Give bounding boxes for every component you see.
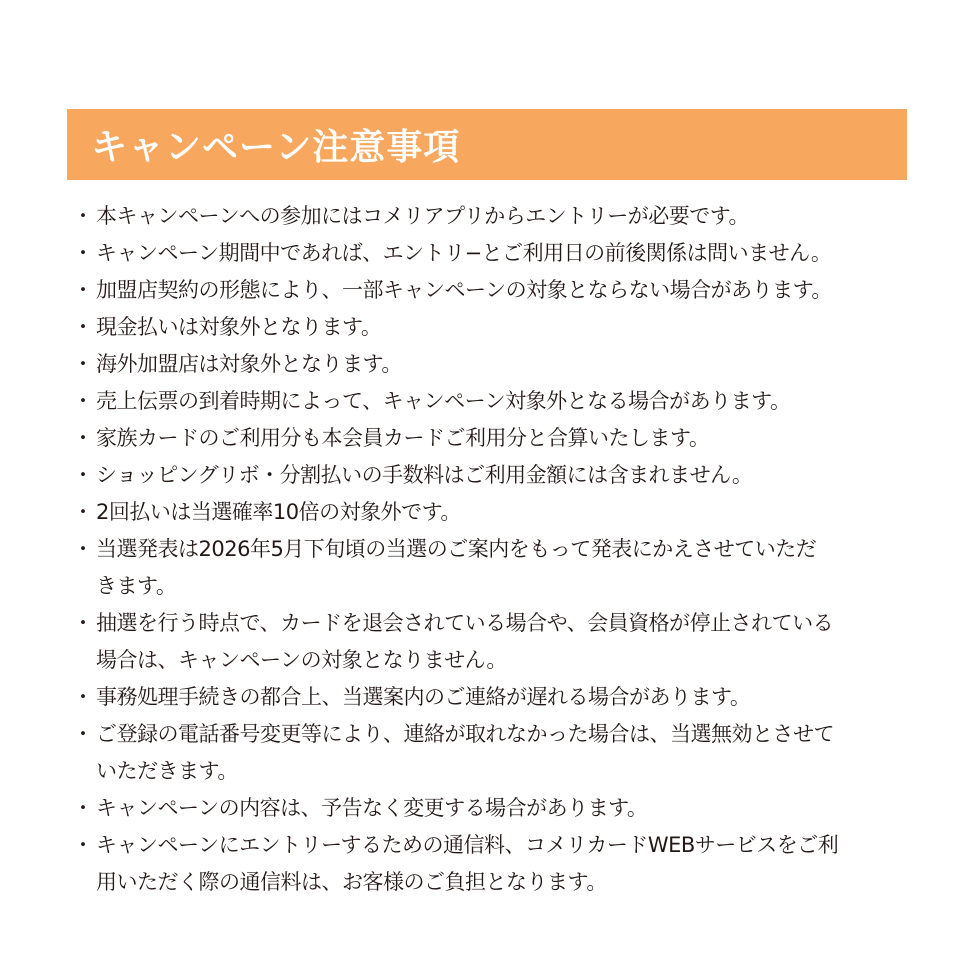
note-text: 2回払いは当選確率10倍の対象外です。 <box>96 500 461 524</box>
bullet: ・ <box>72 389 94 413</box>
note-text: 抽選を行う時点で、カードを退会されている場合や、会員資格が停止されている 場合は、キャンペーンの対象となりません。 <box>96 611 834 672</box>
bullet: ・ <box>72 315 94 339</box>
note-text: 事務処理手続きの都合上、当選案内のご連絡が遅れる場合があります。 <box>96 685 751 709</box>
list-item <box>70 235 920 272</box>
notes-list <box>70 198 920 901</box>
bullet: ・ <box>72 537 94 561</box>
note-text: ショッピングリボ・分割払いの手数料はご利用金額には含まれません。 <box>96 463 753 487</box>
list-item <box>70 716 920 790</box>
list-item <box>70 679 920 716</box>
list-item <box>70 383 920 420</box>
list-item <box>70 272 920 309</box>
note-text: ご登録の電話番号変更等により、連絡が取れなかった場合は、当選無効とさせて いただきます。 <box>96 722 834 783</box>
note-text: キャンペーン期間中であれば、エントリ−とご利用日の前後関係は問いません。 <box>96 241 832 265</box>
bullet: ・ <box>72 463 94 487</box>
bullet: ・ <box>72 241 94 265</box>
bullet: ・ <box>72 352 94 376</box>
bullet: ・ <box>72 278 94 302</box>
list-item <box>70 827 920 901</box>
note-text: キャンペーンにエントリーするための通信料、コメリカードWEBサービスをご利 用いただく際の通信料は、お客様のご負担となります。 <box>96 833 839 894</box>
section-header <box>67 109 907 180</box>
note-text: 売上伝票の到着時期によって、キャンペーン対象外となる場合があります。 <box>96 389 791 413</box>
list-item <box>70 790 920 827</box>
note-text: キャンペーンの内容は、予告なく変更する場合があります。 <box>96 796 648 820</box>
list-item <box>70 309 920 346</box>
list-item <box>70 531 920 605</box>
bullet: ・ <box>72 796 94 820</box>
bullet: ・ <box>72 722 94 746</box>
bullet: ・ <box>72 833 94 857</box>
bullet: ・ <box>72 500 94 524</box>
section-title: キャンペーン注意事項 <box>91 127 461 168</box>
note-text: 本キャンペーンへの参加にはコメリアプリからエントリーが必要です。 <box>96 204 750 228</box>
list-item <box>70 420 920 457</box>
note-text: 加盟店契約の形態により、一部キャンペーンの対象とならない場合があります。 <box>96 278 832 302</box>
list-item <box>70 605 920 679</box>
note-text: 家族カードのご利用分も本会員カードご利用分と合算いたします。 <box>96 426 710 450</box>
list-item <box>70 494 920 531</box>
note-text: 海外加盟店は対象外となります。 <box>96 352 402 376</box>
bullet: ・ <box>72 685 94 709</box>
bullet: ・ <box>72 426 94 450</box>
note-text: 現金払いは対象外となります。 <box>96 315 382 339</box>
bullet: ・ <box>72 204 94 228</box>
list-item <box>70 198 920 235</box>
list-item <box>70 346 920 383</box>
bullet: ・ <box>72 611 94 635</box>
note-text: 当選発表は2026年5月下旬頃の当選のご案内をもって発表にかえさせていただ きます。 <box>96 537 817 598</box>
list-item <box>70 457 920 494</box>
